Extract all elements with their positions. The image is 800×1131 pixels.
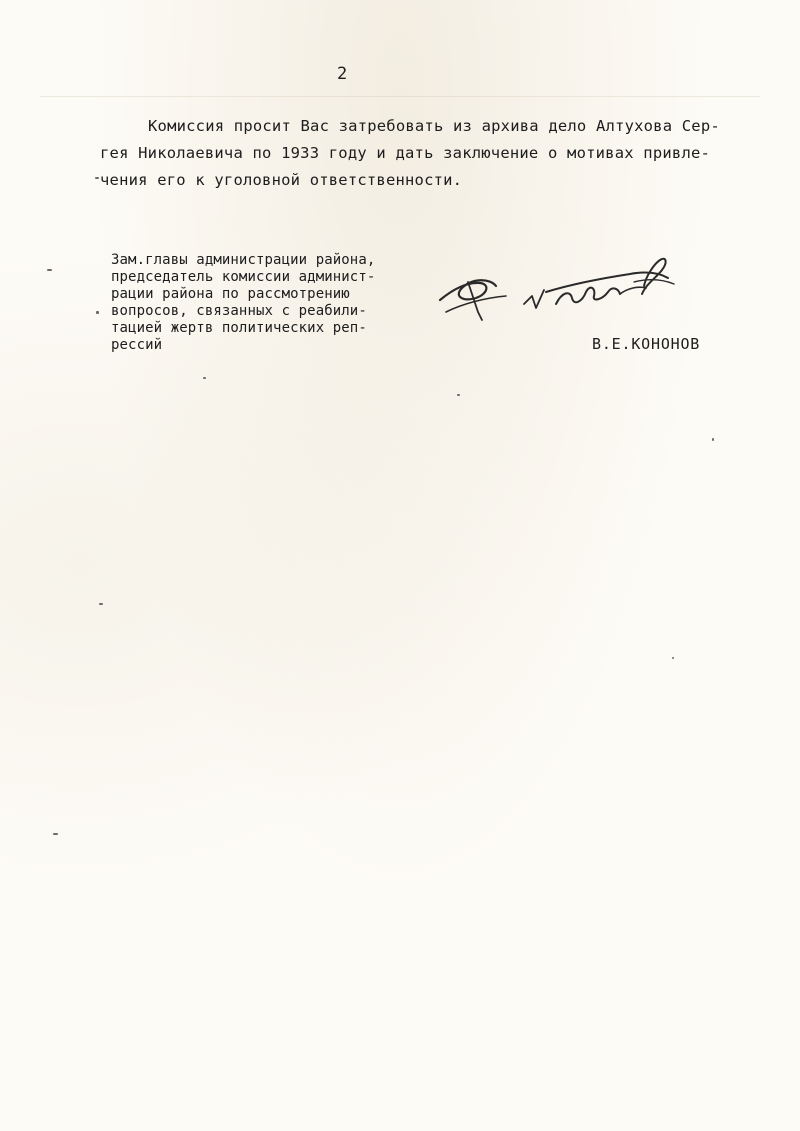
signer-name: В.Е.КОНОНОВ [592, 335, 701, 353]
position-line: Зам.главы администрации района, [111, 252, 376, 268]
body-line: чения его к уголовной ответственности. [100, 171, 463, 189]
paper-speck [47, 269, 52, 271]
position-line: рессий [111, 337, 163, 353]
body-line: гея Николаевича по 1933 году и дать заключение о мотивах привле- [100, 144, 711, 162]
paper-speck [203, 377, 206, 379]
page-number: 2 [337, 64, 349, 84]
paper-speck [672, 657, 674, 659]
paper-speck [96, 311, 99, 314]
handwritten-signature [432, 238, 682, 338]
paper-speck [457, 394, 460, 396]
body-line: Комиссия просит Вас затребовать из архива дело Алтухова Сер- [148, 117, 720, 135]
position-line: председатель комиссии админист- [111, 269, 376, 285]
signatory-position [111, 252, 431, 354]
paper-fold-line [40, 96, 760, 97]
position-line: тацией жертв политических реп- [111, 320, 367, 336]
paper-speck [712, 438, 714, 441]
body-paragraph [100, 113, 750, 194]
position-line: вопросов, связанных с реабили- [111, 303, 367, 319]
position-line: рации района по рассмотрению [111, 286, 350, 302]
paper-speck [53, 833, 58, 835]
paper-speck [95, 177, 99, 179]
paper-speck [99, 603, 103, 605]
